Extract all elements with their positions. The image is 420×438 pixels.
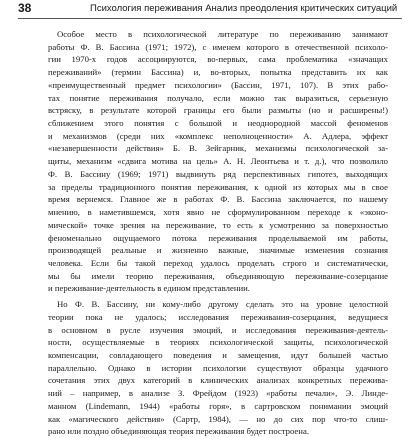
- paragraph-2: [48, 298, 388, 438]
- text-line: манном (Lindemann, 1944) «работы горя», в сартровском понимании эмоций: [48, 400, 388, 411]
- text-line: параллельно. Однако в истории психологии существуют образцы удачного: [48, 362, 388, 373]
- text-line: встряску, в результате которой границы его были размыты (но и расширены!): [48, 105, 388, 116]
- text-line: как «магического действия» (Сартр, 1984), — но до сих пор что-то слиш-: [48, 413, 388, 424]
- text-line: ности, осуществляемые в теориях психологической защиты, психологической: [48, 337, 388, 348]
- text-line: «преимущественный предмет психологии» (Бассин, 1971, 107). В этих рабо-: [48, 79, 388, 90]
- text-line: время вернемся. Главное же в работах Ф. В. Бассина заключается, по нашему: [48, 194, 388, 205]
- text-line: человека. Если бы такой переход удалось проделать строго и систематически,: [48, 257, 388, 268]
- text-line: Но Ф. В. Бассину, ни кому-либо другому сделать это на уровне целостной: [57, 299, 388, 310]
- text-line: в основном в русле изучения эмоций, и исследования переживания-деятель-: [48, 324, 388, 335]
- running-title: Психология переживания Анализ преодоления критических ситуаций: [90, 3, 398, 14]
- text-line: сочетания этих двух категорий в клинических анализах конкретных пережива-: [48, 375, 388, 386]
- text-line: производящей реальные и жизненно важные, значимые изменения сознания: [48, 245, 388, 256]
- text-line: и переживание-деятельность в едином представлении.: [48, 283, 250, 294]
- page-number: 38: [18, 1, 32, 15]
- text-line: работы Ф. В. Бассина (1971; 1972), с именем которого в отечественной психоло-: [48, 41, 388, 52]
- text-line: «незавершенности действия» Б. В. Зейгарник, механизмы психологической за-: [48, 143, 388, 154]
- text-line: Особое место в психологической литературе по переживанию занимают: [57, 29, 388, 39]
- text-line: Ф. В. Бассину (1969; 1971) выдвинуть ряд перспективных гипотез, выходящих: [48, 168, 388, 179]
- text-line: теории пока не удалось; исследования переживания-созерцания, ведущиеся: [48, 311, 388, 322]
- body-text: [48, 28, 388, 438]
- text-line: мической» точке зрения на переживание, то есть к усмотрению за поверхностью: [48, 219, 388, 230]
- text-line: мы бы имели теорию переживания, объединяющую переживание-созерцание: [48, 270, 388, 281]
- text-line: сближением этого понятия с большой и неоднородной массой феноменов: [48, 118, 388, 129]
- text-line: мнению, в наметившемся, хотя явно не сформулированном переходе к «эконо-: [48, 207, 388, 218]
- text-line: тах понятие переживания получало, если можно так выразиться, серьезную: [48, 92, 388, 103]
- running-header: [18, 0, 402, 19]
- text-line: феноменально ощущаемого потока переживания проделываемой им работы,: [48, 232, 388, 243]
- text-line: щиты, механизм «сдвига мотива на цель» А. Н. Леонтьева и т. д.), что позволило: [48, 156, 388, 167]
- text-line: и механизмов (среди них «комплекс неполноценности» А. Адлера, эффект: [48, 130, 388, 141]
- text-line: компенсации, совладающего поведения и замещения, идут большей частью: [48, 349, 388, 360]
- text-line: за пределы традиционного понятия переживания, к одной из которых мы в свое: [48, 181, 388, 192]
- text-line: ний – например, в анализе З. Фрейдом (1923) «работы печали», Э. Линде-: [48, 388, 388, 399]
- text-line: гии 1970-х годов ассоциируются, во-первых, сама проблематика «значащих: [48, 54, 388, 65]
- paragraph-1: [48, 28, 388, 295]
- text-line: переживаний» (термин Бассина) и, во-вторых, попытка представить их как: [48, 67, 388, 78]
- text-line: рано или поздно объединяющая теория переживания будет построена.: [48, 426, 309, 437]
